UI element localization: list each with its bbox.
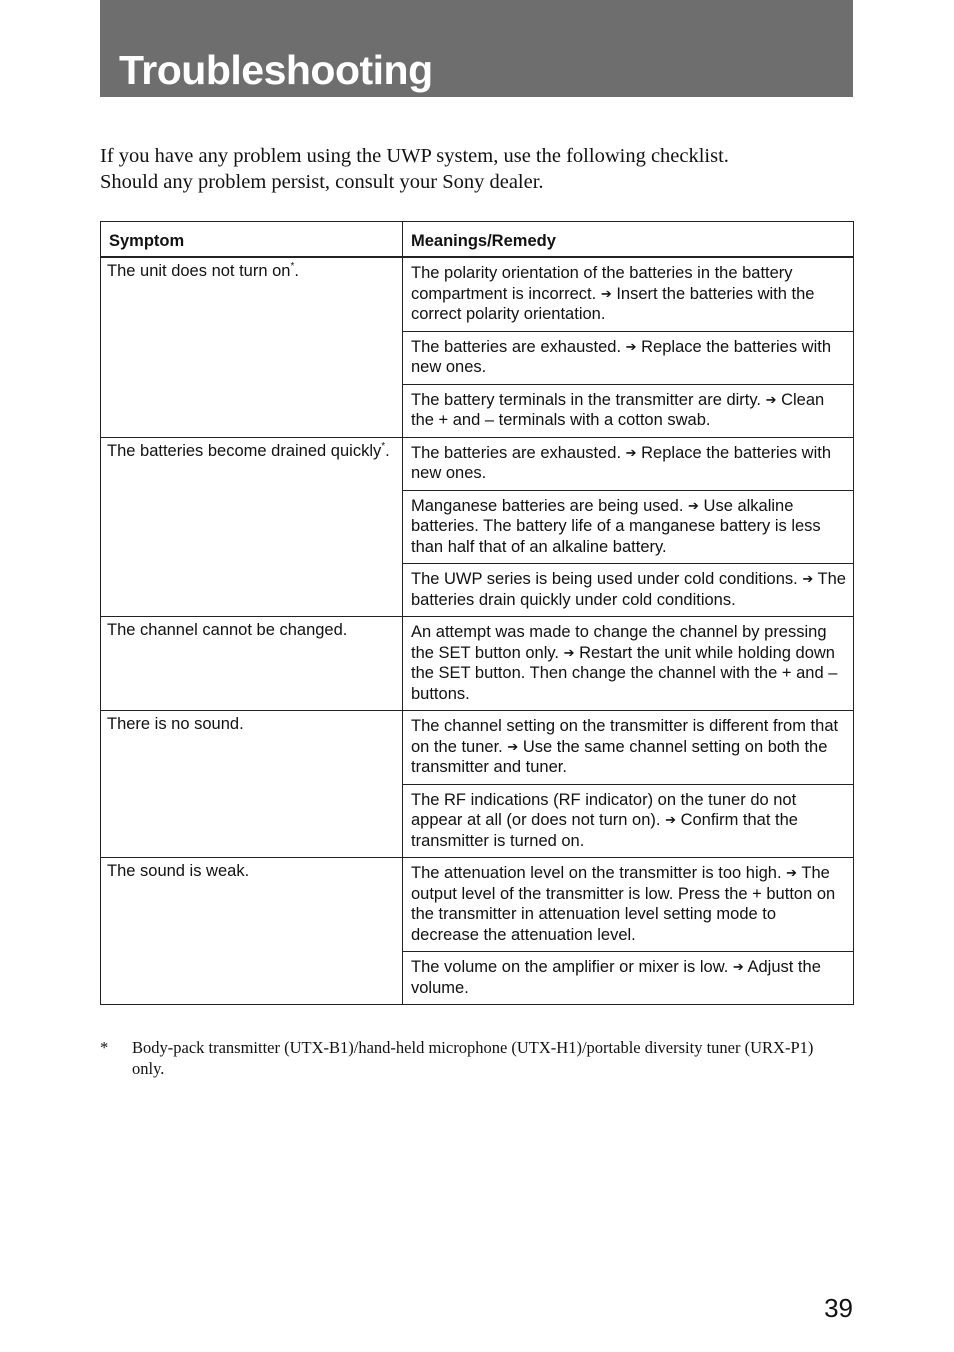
symptom-text: The sound is weak. [107, 862, 250, 880]
remedy-cell [403, 257, 854, 331]
symptom-end: . [385, 441, 390, 460]
remedy-cell [403, 437, 854, 490]
column-header-remedy: Meanings/Remedy [403, 222, 854, 258]
symptom-text: The unit does not turn on [107, 262, 291, 280]
remedy-fix: The output level of the transmitter is low. Press the + button on the transmitter in attenuation level setting mode to decrease the attenuation level. [411, 864, 836, 944]
remedy-fix: Insert the batteries with the correct polarity orientation. [411, 284, 815, 323]
table-row [101, 711, 854, 785]
remedy-cause: The battery terminals in the transmitter are dirty. [411, 390, 761, 409]
right-arrow-icon: ➔ [507, 738, 519, 754]
right-arrow-icon: ➔ [732, 959, 744, 974]
symptom-cell [101, 858, 403, 1005]
remedy-cause: The RF indications (RF indicator) on the tuner do not appear at all (or does not turn on). [411, 790, 797, 829]
remedy-cause: The batteries are exhausted. [411, 443, 622, 462]
right-arrow-icon: ➔ [625, 338, 637, 354]
remedy-cell [403, 858, 854, 952]
remedy-cause: The attenuation level on the transmitter is too high. [411, 864, 782, 882]
symptom-text: The channel cannot be changed. [107, 621, 348, 639]
symptom-cell [101, 711, 403, 858]
symptom-text: The batteries become drained quickly [107, 441, 382, 460]
remedy-cause: An attempt was made to change the channel by pressing the SET button only. [411, 623, 827, 662]
remedy-cell [403, 784, 854, 858]
remedy-fix: Replace the batteries with new ones. [411, 337, 831, 376]
remedy-fix: Restart the unit while holding down the SET button. Then change the channel with the + and – buttons. [411, 643, 838, 703]
table-row [101, 858, 854, 952]
remedy-cell [403, 331, 854, 384]
intro-text [100, 143, 860, 195]
remedy-cause: The UWP series is being used under cold conditions. [411, 570, 798, 588]
column-header-symptom: Symptom [101, 222, 403, 258]
remedy-cell [403, 564, 854, 617]
remedy-fix: Use alkaline batteries. The battery life of a manganese battery is less than half that of an alkaline battery. [411, 496, 821, 556]
footnote-reference: * [381, 440, 386, 452]
table-row [101, 617, 854, 711]
page-title: Troubleshooting [119, 47, 433, 93]
remedy-cell [403, 490, 854, 564]
footnote-mark: * [100, 1038, 109, 1057]
remedy-cause: The channel setting on the transmitter is different from that on the tuner. [411, 717, 839, 756]
remedy-cause: The batteries are exhausted. [411, 337, 622, 356]
page-number: 39 [824, 1293, 853, 1323]
intro-line-1: If you have any problem using the UWP system, use the following checklist. [100, 145, 729, 167]
right-arrow-icon: ➔ [563, 644, 575, 660]
remedy-fix: Clean the + and – terminals with a cotton swab. [411, 390, 825, 429]
remedy-fix: Confirm that the transmitter is turned on. [411, 811, 798, 850]
table-body [101, 257, 854, 1005]
remedy-cell [403, 711, 854, 785]
symptom-cell [101, 257, 403, 437]
intro-line-2: Should any problem persist, consult your Sony dealer. [100, 171, 544, 193]
remedy-cell [403, 384, 854, 437]
table-header-row [101, 222, 854, 258]
remedy-cell [403, 617, 854, 711]
remedy-cause: The volume on the amplifier or mixer is low. [411, 958, 729, 976]
remedy-fix: Replace the batteries with new ones. [411, 443, 831, 482]
remedy-cause: The polarity orientation of the batteries in the battery compartment is incorrect. [411, 264, 793, 303]
symptom-text: There is no sound. [107, 715, 244, 733]
table-row [101, 437, 854, 490]
right-arrow-icon: ➔ [600, 285, 612, 301]
right-arrow-icon: ➔ [786, 865, 798, 880]
remedy-fix: The batteries drain quickly under cold conditions. [411, 570, 846, 609]
symptom-end: . [294, 262, 299, 280]
page-header [100, 0, 853, 97]
symptom-cell [101, 617, 403, 711]
footnote-reference: * [290, 261, 295, 272]
right-arrow-icon: ➔ [688, 497, 699, 513]
table-row [101, 257, 854, 331]
remedy-fix: Adjust the volume. [411, 958, 821, 997]
remedy-cell [403, 952, 854, 1005]
right-arrow-icon: ➔ [625, 444, 637, 460]
right-arrow-icon: ➔ [665, 812, 676, 827]
right-arrow-icon: ➔ [765, 391, 777, 407]
symptom-cell [101, 437, 403, 617]
right-arrow-icon: ➔ [802, 571, 814, 586]
remedy-fix: Use the same channel setting on both the transmitter and tuner. [411, 737, 828, 776]
troubleshooting-table [100, 221, 854, 1005]
footnote-text: Body-pack transmitter (UTX-B1)/hand-held microphone (UTX-H1)/portable diversity tuner (URX-P1) only. [132, 1038, 814, 1078]
remedy-cause: Manganese batteries are being used. [411, 496, 684, 515]
